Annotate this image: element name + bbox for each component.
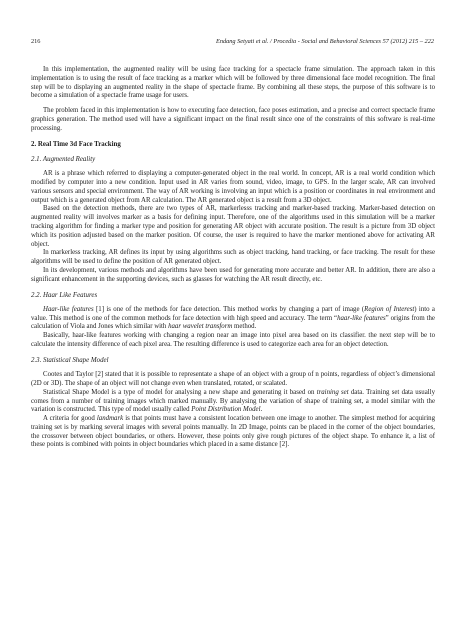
page-number: 216 [31, 38, 41, 45]
body-text [31, 66, 435, 450]
section-2-1-heading: 2.1. Augmented Reality [31, 156, 96, 164]
section-2-3-heading: 2.3. Statistical Shape Model [31, 357, 109, 365]
ar-paragraph-1: AR is a phrase which referred to displaying a computer-generated object in the real world. In concept, AR is a real world condition which modified by computer into a new condition. Input used in AR varies from sound, video, image, to GPS. In the larger scale, AR can involved various sensors and special environment. The way of AR working is involving an input which is a position or coordinates in real environment and output which is a generated object from AR calculation. The AR generated object is a result from a 3D object. [31, 170, 435, 204]
intro-paragraph-1: In this implementation, the augmented reality will be using face tracking for a spectacle frame simulation. The approach taken in this implementation is to using the result of face tracking as a marker which will be followed by three dimensional face model recognition. The final step will be to displaying an augmented reality in the shape of spectacle frame. By combining all these steps, the purpose of this software is to become a simulation of a spectacle frame usage for users. [31, 66, 435, 100]
intro-paragraph-2: The problem faced in this implementation is how to executing face detection, face poses estimation, and a precise and correct spectacle frame graphics generation. The method used will have a significant impact on the final result since one of the constraints of this software is real-time processing. [31, 107, 435, 133]
ar-paragraph-4: In its development, various methods and algorithms have been used for generating more accurate and better AR. In addition, there are also a significant enhancement in the supporting devices, such as glasses for watching the AR result directly, etc. [31, 266, 435, 283]
haar-paragraph-1: Haar-like features [1] is one of the methods for face detection. This method works by changing a part of image (Region of Interest) into a value. This method is one of the common methods for face detection with high speed and accuracy. The term “haar-like features” origins from the calculation of Viola and Jones which similar with haar wavelet transform method. [31, 305, 435, 331]
ar-paragraph-3: In markerless tracking, AR defines its input by using algorithms such as object tracking, hand tracking, or face tracking. The result for these algorithms will be used to define the position of AR generated object. [31, 249, 435, 266]
section-2-2-heading: 2.2. Haar Like Features [31, 291, 98, 299]
ssm-paragraph-2: Statistical Shape Model is a type of model for analysing a new shape and generating it based on training set data. Training set data usually comes from a number of training images which marked manually. By analysing the variation of shape of training set, a model similar with the variation is constructed. This type of model usually called Point Distribution Model. [31, 388, 435, 414]
ar-paragraph-2: Based on the detection methods, there are two types of AR, markerlesss tracking and marker-based tracking. Marker-based detection on augmented reality will involves marker as a basis for defining input. Therefore, one of the algorithms used in this simulation will be a marker tracking algorithm for finding a marker type and position for generating AR object with accurate position. The result is a picture from 3D object which its position adjusted based on the marker position. Of course, the user is required to have the marker mentioned above for activating AR object. [31, 205, 435, 248]
ssm-paragraph-1: Cootes and Taylor [2] stated that it is possible to representate a shape of an object with a group of n points, regardless of object’s dimensional (2D or 3D). The shape of an object will not change even when translated, rotated, or scalated. [31, 371, 435, 387]
ssm-paragraph-3: A criteria for good landmark is that points must have a consistent location between one image to another. The simplest method for acquiring training set is by marking several images with several points manually. In 2D Image, points can be placed in the corner of the object boundaries, the crossover between object boundaries, or others. However, these points only give rough pictures of the object shape. To enhance it, a list of these points is combined with points in object boundaries which placed in a same distance [2]. [31, 415, 435, 449]
haar-term: Haar-like features [43, 305, 94, 313]
section-2-heading: 2. Real Time 3d Face Tracking [31, 141, 121, 149]
running-title: Endang Setyati et al. / Procedia - Social and Behavioral Sciences 57 (2012) 215 – 222 [215, 38, 434, 45]
haar-paragraph-2: Basically, haar-like features working with changing a region near an image into pixel area based on its classifier. the next step will be to calculate the intensity difference of each pixel area. The resulting difference is used to categorize each area for an object detection. [31, 332, 435, 349]
